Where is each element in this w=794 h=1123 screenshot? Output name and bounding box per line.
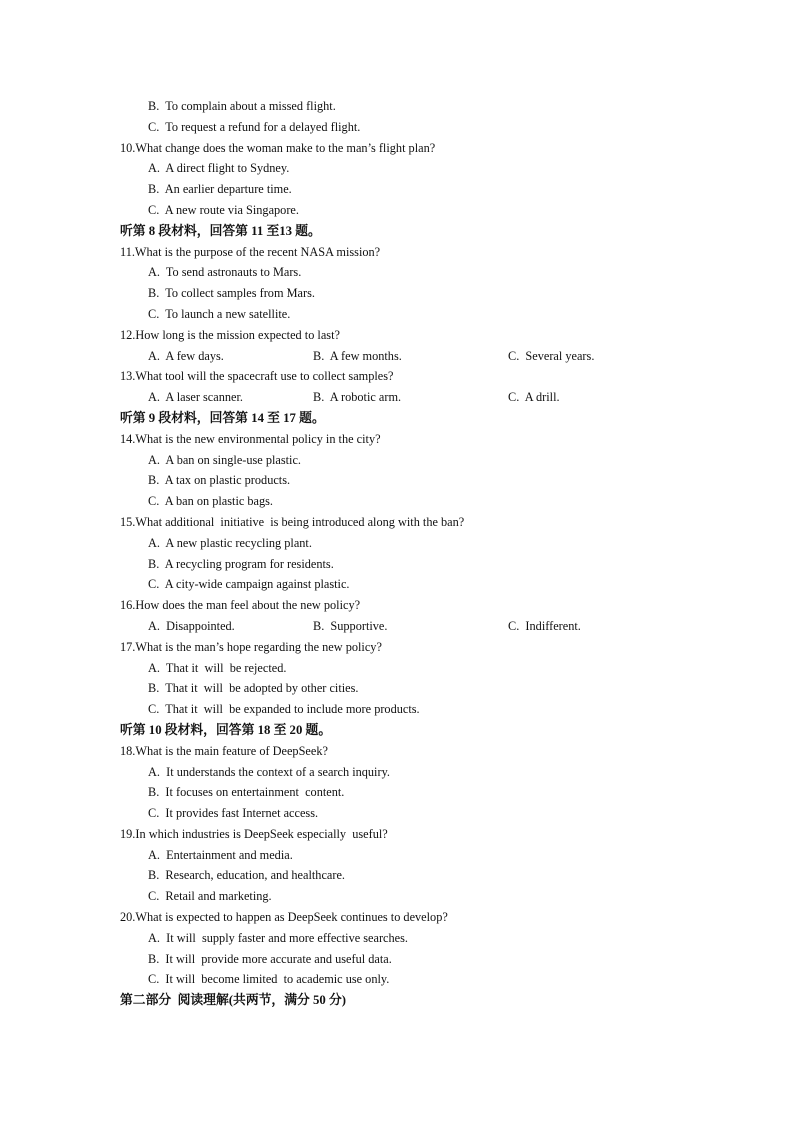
option-11b: B. To collect samples from Mars.: [148, 286, 315, 301]
question-16: 16.How does the man feel about the new policy?: [120, 598, 361, 613]
options-row-12: [0, 346, 794, 367]
option-13b: B. A robotic arm.: [313, 390, 402, 405]
option-18b: B. It focuses on entertainment content.: [148, 785, 345, 800]
option-19b: B. Research, education, and healthcare.: [148, 868, 346, 883]
question-11: 11.What is the purpose of the recent NASA mission?: [120, 244, 381, 259]
option-12c: C. Several years.: [508, 348, 595, 363]
options-row-13: [0, 387, 794, 408]
question-19: 19.In which industries is DeepSeek especially useful?: [120, 826, 388, 841]
section-heading-material-10: 听第 10 段材料，回答第 18 至 20 题。: [120, 722, 332, 737]
section-heading-material-8: 听第 8 段材料，回答第 11 至13 题。: [120, 223, 321, 238]
option-20a: A. It will supply faster and more effective searches.: [148, 930, 408, 945]
question-12: 12.How long is the mission expected to last?: [120, 327, 340, 342]
option-9b: B. To complain about a missed flight.: [148, 99, 336, 113]
question-14: 14.What is the new environmental policy in the city?: [120, 431, 381, 446]
option-13a: A. A laser scanner.: [148, 390, 243, 405]
option-16c: C. Indifferent.: [508, 618, 581, 633]
option-16b: B. Supportive.: [313, 618, 388, 633]
question-20: 20.What is expected to happen as DeepSeek continues to develop?: [120, 910, 448, 925]
option-17c: C. That it will be expanded to include more products.: [148, 702, 420, 717]
option-13c: C. A drill.: [508, 390, 560, 405]
part-two-heading: 第二部分 阅读理解(共两节，满分 50 分): [120, 993, 347, 1008]
option-9c: C. To request a refund for a delayed flight.: [148, 119, 361, 134]
option-20c: C. It will become limited to academic use only.: [148, 972, 390, 987]
option-19c: C. Retail and marketing.: [148, 889, 272, 904]
option-18a: A. It understands the context of a search inquiry.: [148, 764, 390, 779]
question-18: 18.What is the main feature of DeepSeek?: [120, 743, 328, 758]
option-17b: B. That it will be adopted by other cities.: [148, 681, 359, 696]
exam-page: [0, 96, 794, 1011]
option-10a: A. A direct flight to Sydney.: [148, 161, 290, 176]
option-16a: A. Disappointed.: [148, 618, 235, 633]
option-10b: B. An earlier departure time.: [148, 182, 292, 197]
option-11a: A. To send astronauts to Mars.: [148, 265, 302, 280]
option-11c: C. To launch a new satellite.: [148, 306, 291, 321]
question-17: 17.What is the man’s hope regarding the new policy?: [120, 639, 382, 654]
option-20b: B. It will provide more accurate and useful data.: [148, 951, 392, 966]
option-18c: C. It provides fast Internet access.: [148, 806, 319, 821]
option-14c: C. A ban on plastic bags.: [148, 494, 274, 509]
option-10c: C. A new route via Singapore.: [148, 202, 299, 217]
option-19a: A. Entertainment and media.: [148, 847, 293, 862]
option-14b: B. A tax on plastic products.: [148, 473, 291, 488]
option-15b: B. A recycling program for residents.: [148, 556, 334, 571]
question-13: 13.What tool will the spacecraft use to collect samples?: [120, 369, 394, 384]
option-15a: A. A new plastic recycling plant.: [148, 535, 312, 550]
option-12b: B. A few months.: [313, 348, 402, 363]
option-12a: A. A few days.: [148, 348, 224, 363]
question-10: 10.What change does the woman make to the man’s flight plan?: [120, 140, 436, 155]
option-17a: A. That it will be rejected.: [148, 660, 287, 675]
section-heading-material-9: 听第 9 段材料，回答第 14 至 17 题。: [120, 410, 325, 425]
question-15: 15.What additional initiative is being introduced along with the ban?: [120, 514, 465, 529]
option-14a: A. A ban on single-use plastic.: [148, 452, 302, 467]
options-row-16: [0, 616, 794, 637]
option-15c: C. A city-wide campaign against plastic.: [148, 577, 350, 592]
